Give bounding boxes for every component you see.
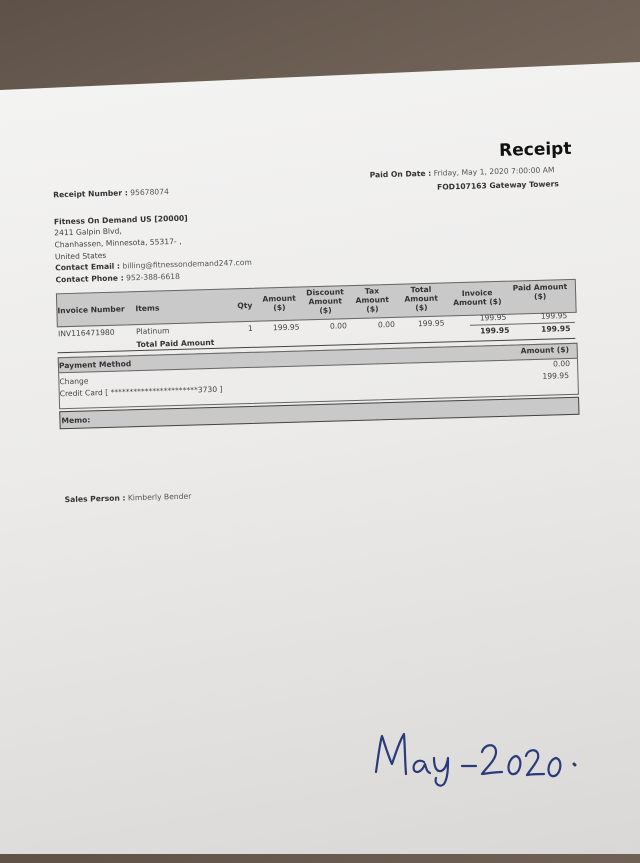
company-address-2: Chanhassen, Minnesota, 55317- ,: [54, 236, 182, 250]
handwriting-0b: [549, 758, 561, 776]
th-tax-line-3: ($): [366, 304, 379, 314]
total-invoice-value: 199.95: [480, 325, 510, 336]
change-value: 0.00: [552, 359, 571, 369]
total-paid-label: Total Paid Amount: [136, 337, 215, 350]
receipt-number-label: Receipt Number :: [53, 188, 128, 200]
handwriting-2: [482, 745, 502, 774]
handwriting-m: [376, 734, 406, 774]
paid-on-label: Paid On Date :: [369, 168, 432, 180]
th-total-line-1: Total: [410, 284, 432, 295]
handwriting-2b: [526, 750, 544, 775]
th-invoice-amount-line-1: Invoice: [461, 288, 493, 298]
th-amount: [261, 294, 297, 313]
contact-email-value: billing@fitnessondemand247.com: [122, 257, 252, 271]
company-address-1: 2411 Galpin Blvd,: [54, 226, 122, 238]
location-code: FOD107163 Gateway Towers: [436, 179, 559, 192]
th-discount-line-2: Amount: [308, 296, 343, 307]
cell-discount: 0.00: [329, 321, 347, 331]
sales-person-label: Sales Person :: [64, 493, 126, 505]
cell-paid-amount: 199.95: [540, 311, 568, 321]
th-discount-line-3: ($): [319, 305, 332, 315]
th-paid-amount-line-1: Paid Amount: [512, 282, 568, 293]
th-tax-line-1: Tax: [364, 286, 380, 296]
contact-phone-label: Contact Phone :: [55, 273, 124, 285]
cell-amount: 199.95: [272, 322, 300, 333]
th-tax: [353, 286, 392, 314]
total-paid-value: 199.95: [540, 323, 571, 334]
th-total: [401, 285, 442, 313]
th-amount-line-2: ($): [273, 302, 286, 313]
paid-on-value: Friday, May 1, 2020 7:00:00 AM: [433, 165, 555, 178]
th-paid-amount-line-2: ($): [533, 291, 547, 301]
th-paid-amount: [509, 282, 571, 302]
company-name: Fitness On Demand US [20000]: [53, 213, 188, 227]
contact-phone: [55, 272, 180, 284]
cell-item: Platinum: [135, 326, 170, 337]
sales-person: [65, 492, 192, 505]
th-invoice-amount-line-2: Amount ($): [453, 296, 502, 308]
th-tax-line-2: Amount: [355, 295, 390, 305]
handwriting-period: [574, 764, 575, 765]
cell-tax: 0.00: [377, 319, 395, 330]
contact-phone-value: 952-388-6618: [125, 271, 180, 283]
receipt-title: Receipt: [498, 138, 572, 161]
receipt-number: [53, 187, 169, 199]
credit-card-label: Credit Card [ ***********************3730 ]: [59, 384, 223, 399]
cell-total: 199.95: [417, 318, 445, 329]
handwriting-0: [509, 756, 521, 774]
th-invoice-number: Invoice Number: [57, 304, 125, 316]
th-items: Items: [135, 303, 160, 314]
credit-card-value: 199.95: [542, 371, 570, 381]
th-discount: [303, 287, 348, 315]
th-invoice-amount: [449, 288, 505, 308]
cell-qty: 1: [247, 323, 253, 333]
th-total-line-3: ($): [415, 302, 428, 313]
payment-method-label: Payment Method: [58, 359, 132, 371]
change-label: Change: [59, 376, 89, 387]
payment-amount-label: Amount ($): [520, 345, 570, 356]
cell-invoice-amount: 199.95: [479, 312, 507, 323]
company-country: United States: [54, 250, 107, 262]
handwriting-y: [434, 758, 448, 786]
th-qty: Qty: [237, 300, 253, 311]
sales-person-value: Kimberly Bender: [127, 491, 192, 503]
paid-on-date: [370, 165, 555, 179]
handwritten-note: [372, 728, 592, 788]
th-discount-line-1: Discount: [306, 287, 344, 298]
cell-invoice-number: INV116471980: [57, 327, 115, 339]
th-total-line-2: Amount: [404, 293, 439, 304]
contact-email-label: Contact Email :: [55, 261, 121, 273]
memo-label: Memo:: [61, 415, 91, 426]
th-amount-line-1: Amount: [262, 293, 296, 304]
handwriting-a: [414, 761, 430, 773]
receipt-number-value: 95678074: [130, 187, 169, 198]
